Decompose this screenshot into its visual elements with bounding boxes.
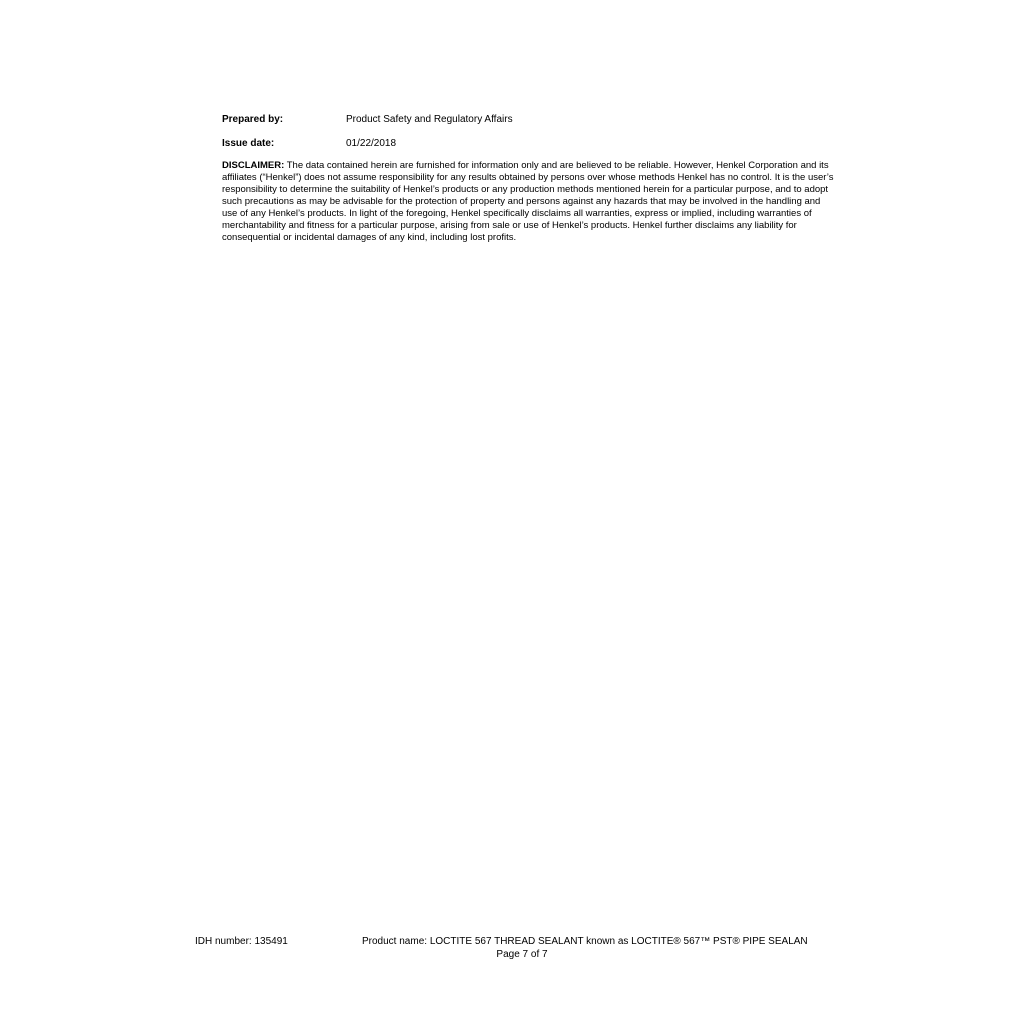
prepared-by-label: Prepared by:: [222, 114, 284, 125]
prepared-by-value: Product Safety and Regulatory Affairs: [346, 114, 513, 125]
disclaimer-label: DISCLAIMER:: [222, 160, 285, 171]
product-name: Product name: LOCTITE 567 THREAD SEALANT known as LOCTITE® 567™ PST® PIPE SEALAN: [362, 936, 808, 947]
issue-date-label: Issue date:: [222, 138, 275, 149]
idh-number: IDH number: 135491: [195, 936, 288, 947]
disclaimer-paragraph: [222, 160, 834, 244]
page-number: Page 7 of 7: [496, 949, 548, 960]
disclaimer-text: The data contained herein are furnished for information only and are believed to be reliable. However, Henkel Corporation and its affiliates (“Henkel”) does not assume responsibility for any results obtained by persons over whose methods Henkel has no control. It is the user’s responsibility to determine the suitability of Henkel’s products or any production methods mentioned herein for a particular purpose, and to adopt such precautions as may be advisable for the protection of property and persons against any hazards that may be involved in the handling and use of any Henkel’s products. In light of the foregoing, Henkel specifically disclaims all warranties, express or implied, including warranties of merchantability and fitness for a particular purpose, arising from sale or use of Henkel’s products. Henkel further disclaims any liability for consequential or incidental damages of any kind, including lost profits.: [222, 160, 834, 243]
issue-date-value: 01/22/2018: [346, 138, 397, 149]
